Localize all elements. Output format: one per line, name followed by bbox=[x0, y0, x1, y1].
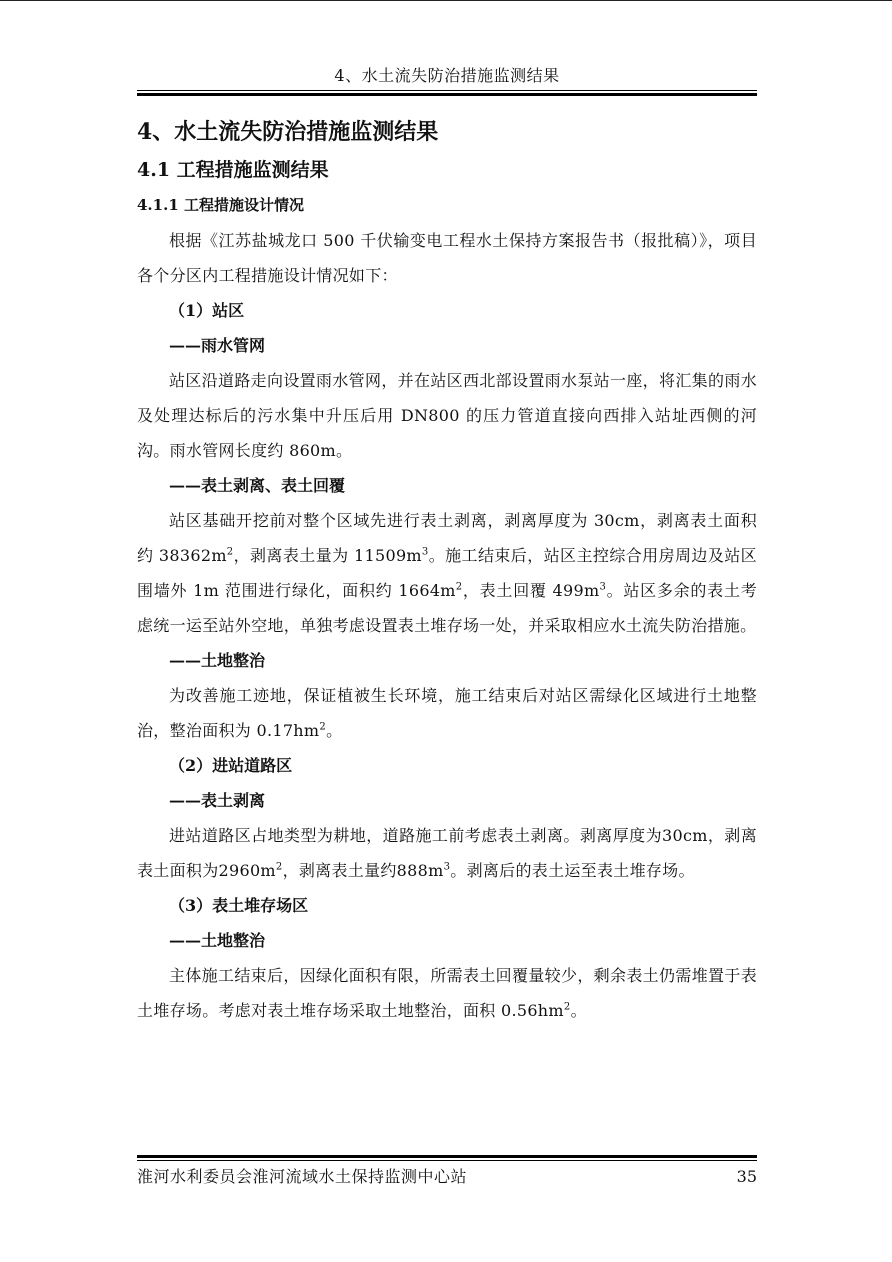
rain-network-paragraph: 站区沿道路走向设置雨水管网，并在站区西北部设置雨水泵站一座，将汇集的雨水及处理达标后的污水集中升压后用 DN800 的压力管道直接向西排入站址西侧的河沟。雨水管网长度约 860m。 bbox=[137, 371, 757, 460]
zone3-title: （3）表土堆存场区 bbox=[169, 896, 309, 915]
intro-paragraph: 根据《江苏盐城龙口 500 千伏输变电工程水土保持方案报告书（报批稿）》，项目各个分区内工程措施设计情况如下： bbox=[137, 231, 757, 285]
zone2-topsoil-paragraph: 进站道路区占地类型为耕地，道路施工前考虑表土剥离。剥离厚度为30cm，剥离表土面积为$2960m^2$，剥离表土量约$888m^3$。剥离后的表土运至表土堆存场。 bbox=[137, 826, 757, 880]
header-rule-thick bbox=[137, 93, 757, 96]
footer-rule-thin bbox=[137, 1160, 757, 1161]
superscript: 2 bbox=[563, 1001, 571, 1013]
zone1-title: （1）站区 bbox=[169, 301, 245, 320]
zone2-title: （2）进站道路区 bbox=[169, 756, 293, 775]
page-top-border bbox=[0, 0, 892, 1]
superscript: 3 bbox=[421, 546, 429, 558]
subsection-heading: 4.1.1 工程措施设计情况 bbox=[137, 196, 304, 214]
superscript: 2 bbox=[455, 581, 463, 593]
land-remediation-paragraph: 为改善施工迹地，保证植被生长环境，施工结束后对站区需绿化区域进行土地整治，整治面积为 $0.17hm^2$。 bbox=[137, 686, 757, 740]
zone3-land-paragraph: 主体施工结束后，因绿化面积有限，所需表土回覆量较少，剩余表土仍需堆置于表土堆存场。考虑对表土堆存场采取土地整治，面积 $0.56hm^2$。 bbox=[137, 966, 757, 1020]
page-content bbox=[137, 112, 757, 1028]
superscript: 2 bbox=[319, 721, 327, 733]
zone2-topsoil-title: ——表土剥离 bbox=[169, 791, 266, 810]
running-header: 4、水土流失防治措施监测结果 bbox=[334, 66, 560, 85]
topsoil-strip-cover-title: ——表土剥离、表土回覆 bbox=[169, 476, 346, 495]
superscript: 3 bbox=[599, 581, 607, 593]
topsoil-strip-cover-paragraph: 站区基础开挖前对整个区域先进行表土剥离，剥离厚度为 30cm，剥离表土面积约 $38362m^2$，剥离表土量为 $11509m^3$。施工结束后，站区主控综合用房周边及站区围墙外 1m 范围进行绿化，面积约 $1664m^2$，表土回覆 $499m^3$。站区多余的表土考虑统一运至站外空地，单独考虑设置表土堆存场一处，并采取相应水土流失防治措施。 bbox=[137, 511, 758, 635]
land-remediation-title: ——土地整治 bbox=[169, 651, 266, 670]
section-heading: 4.1 工程措施监测结果 bbox=[137, 159, 329, 181]
footer-rule-thick bbox=[137, 1155, 757, 1158]
superscript: 2 bbox=[275, 861, 283, 873]
superscript: 2 bbox=[226, 546, 234, 558]
zone3-land-title: ——土地整治 bbox=[169, 931, 266, 950]
superscript: 3 bbox=[443, 861, 451, 873]
rain-network-title: ——雨水管网 bbox=[169, 336, 266, 355]
footer-organization: 淮河水利委员会淮河流域水土保持监测中心站 bbox=[137, 1167, 468, 1186]
chapter-heading: 4、水土流失防治措施监测结果 bbox=[137, 119, 439, 145]
header-rule-thin bbox=[137, 90, 757, 91]
page-number: 35 bbox=[736, 1167, 757, 1186]
